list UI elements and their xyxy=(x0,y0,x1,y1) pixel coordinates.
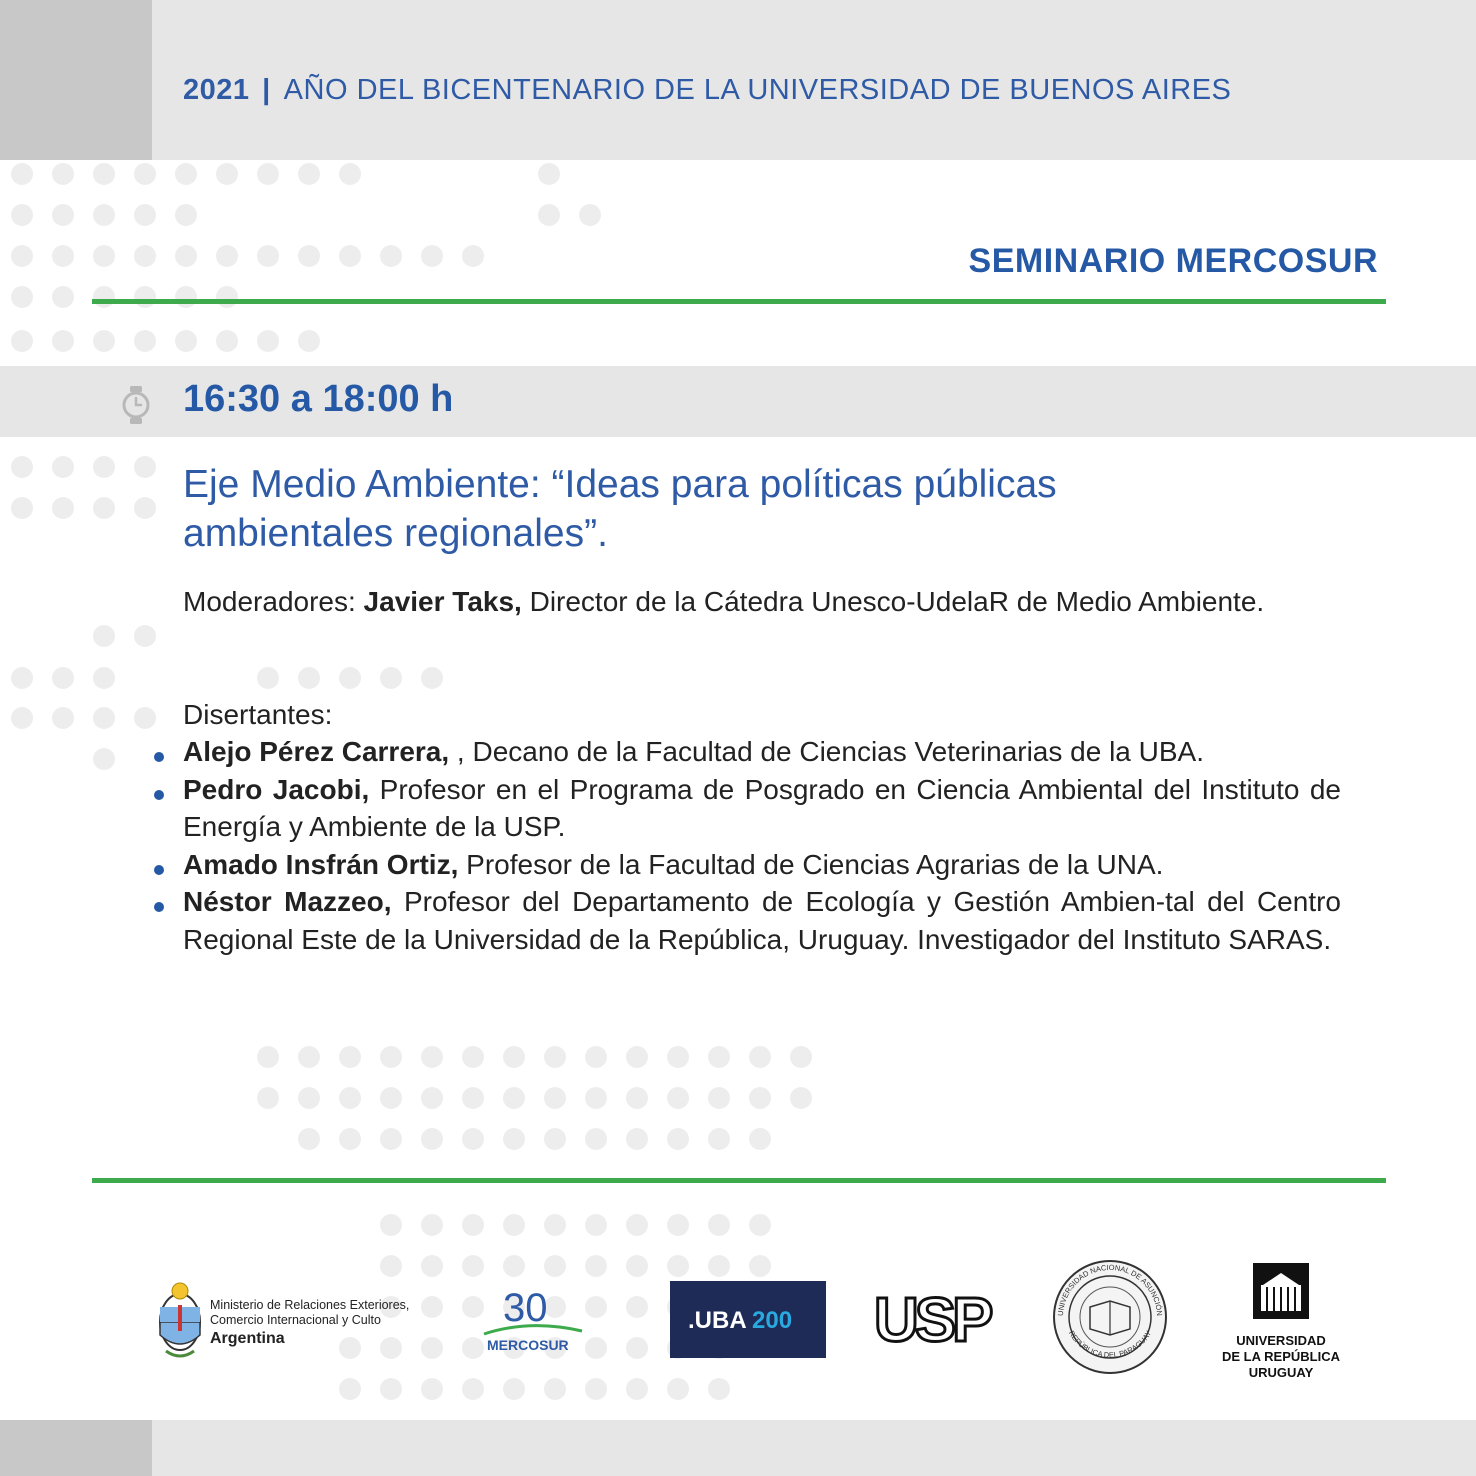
background-dot xyxy=(52,330,74,352)
background-dot xyxy=(93,707,115,729)
background-dot xyxy=(52,497,74,519)
background-dot xyxy=(339,245,361,267)
background-dot xyxy=(257,163,279,185)
background-dot xyxy=(175,330,197,352)
background-dot xyxy=(93,245,115,267)
moderator-name: Javier Taks, xyxy=(363,586,522,617)
background-dot xyxy=(93,163,115,185)
ministry-line2: Comercio Internacional y Culto xyxy=(210,1313,381,1327)
background-dot xyxy=(216,330,238,352)
background-dot xyxy=(11,245,33,267)
background-dot xyxy=(708,1087,730,1109)
background-dot xyxy=(708,1046,730,1068)
background-dot xyxy=(708,1214,730,1236)
background-dot xyxy=(421,1214,443,1236)
background-dot xyxy=(298,1128,320,1150)
mercosur-label: MERCOSUR xyxy=(487,1337,569,1353)
header-year: 2021 xyxy=(183,74,250,106)
sponsor-logos xyxy=(0,1255,1476,1385)
background-dot xyxy=(257,667,279,689)
udelar-logo xyxy=(1222,1263,1341,1380)
background-dot xyxy=(52,245,74,267)
usp-logo xyxy=(874,1286,992,1355)
background-dot xyxy=(339,1046,361,1068)
background-dot xyxy=(134,286,156,308)
background-dot xyxy=(667,1087,689,1109)
background-dot xyxy=(134,330,156,352)
background-dot xyxy=(175,286,197,308)
background-dot xyxy=(298,245,320,267)
background-dot xyxy=(134,707,156,729)
background-dot xyxy=(790,1046,812,1068)
background-dot xyxy=(339,667,361,689)
background-dot xyxy=(134,456,156,478)
background-dot xyxy=(462,245,484,267)
bottom-band xyxy=(0,1420,1476,1476)
speaker-role: Profesor en el Programa de Posgrado en Ciencia Ambiental del Instituto de Energía y Ambiente de la USP. xyxy=(183,773,1341,842)
speaker-name: Amado Insfrán Ortiz, xyxy=(183,848,459,880)
top-band-accent xyxy=(0,0,152,160)
background-dot xyxy=(93,456,115,478)
session-topic xyxy=(183,460,1343,558)
background-dot xyxy=(462,1087,484,1109)
list-item xyxy=(183,771,1341,846)
uba-number: 200 xyxy=(752,1307,793,1334)
background-dot xyxy=(257,245,279,267)
background-dot xyxy=(11,204,33,226)
background-dot xyxy=(544,1046,566,1068)
background-dot xyxy=(538,163,560,185)
background-dot xyxy=(52,667,74,689)
background-dot xyxy=(339,1087,361,1109)
background-dot xyxy=(134,497,156,519)
background-dot xyxy=(749,1128,771,1150)
background-dot xyxy=(790,1087,812,1109)
speaker-role: Profesor de la Facultad de Ciencias Agrarias de la UNA. xyxy=(466,848,1164,880)
background-dot xyxy=(298,163,320,185)
speaker-role: Profesor del Departamento de Ecología y Gestión Ambien-tal del Centro Regional Este de la Universidad de la República, Uruguay. Investigador del Instituto SARAS. xyxy=(183,886,1342,955)
list-item xyxy=(183,846,1341,884)
background-dot xyxy=(257,1046,279,1068)
background-dot xyxy=(93,330,115,352)
background-dot xyxy=(421,1046,443,1068)
background-dot xyxy=(544,1087,566,1109)
background-dot xyxy=(11,497,33,519)
background-dot xyxy=(298,330,320,352)
bullet-icon xyxy=(154,752,164,762)
moderators-paragraph xyxy=(183,583,1341,621)
background-dot xyxy=(257,1087,279,1109)
background-dot xyxy=(93,286,115,308)
background-dot xyxy=(298,1087,320,1109)
list-item xyxy=(183,733,1341,771)
background-dot xyxy=(298,1046,320,1068)
background-dot xyxy=(585,1046,607,1068)
speakers-label: Disertantes: xyxy=(183,699,333,730)
background-dot xyxy=(11,286,33,308)
background-dot xyxy=(462,1128,484,1150)
background-dot xyxy=(626,1046,648,1068)
background-dot xyxy=(257,330,279,352)
background-dot xyxy=(503,1214,525,1236)
background-dot xyxy=(93,204,115,226)
moderators-label: Moderadores: xyxy=(183,586,356,617)
background-dot xyxy=(503,1046,525,1068)
background-dot xyxy=(52,204,74,226)
seminar-title: SEMINARIO MERCOSUR xyxy=(968,242,1378,280)
background-dot xyxy=(503,1087,525,1109)
background-dot xyxy=(216,245,238,267)
background-dot xyxy=(11,707,33,729)
background-dot xyxy=(380,1214,402,1236)
background-dot xyxy=(134,245,156,267)
bullet-icon xyxy=(154,902,164,912)
bullet-icon xyxy=(154,790,164,800)
background-dot xyxy=(579,204,601,226)
speaker-name: Alejo Pérez Carrera, xyxy=(183,736,450,767)
background-dot xyxy=(93,667,115,689)
background-dot xyxy=(585,1087,607,1109)
background-dot xyxy=(52,286,74,308)
moderator-role: Director de la Cátedra Unesco-UdelaR de Medio Ambiente. xyxy=(529,586,1265,617)
mercosur-logo xyxy=(484,1286,582,1353)
background-dot xyxy=(421,1128,443,1150)
uba200-logo xyxy=(670,1281,826,1358)
background-dot xyxy=(749,1087,771,1109)
mercosur-number: 30 xyxy=(503,1286,548,1330)
background-dot xyxy=(134,204,156,226)
una-ring-bottom: REPÚBLICA DEL PARAGUAY xyxy=(1066,1329,1154,1360)
background-dot xyxy=(538,204,560,226)
ministry-line3: Argentina xyxy=(210,1330,285,1347)
una-ring-top: UNIVERSIDAD NACIONAL DE ASUNCIÓN xyxy=(1055,1262,1165,1317)
background-dot xyxy=(93,497,115,519)
background-dot xyxy=(134,625,156,647)
session-topic-line2: ambientales regionales”. xyxy=(183,512,608,555)
background-dot xyxy=(216,286,238,308)
background-dot xyxy=(585,1128,607,1150)
udelar-line1: UNIVERSIDAD xyxy=(1236,1333,1326,1348)
background-dot xyxy=(667,1214,689,1236)
session-topic-line1: Eje Medio Ambiente: “Ideas para políticas públicas xyxy=(183,463,1057,506)
header-separator: | xyxy=(262,74,271,106)
background-dot xyxy=(462,1046,484,1068)
background-dot xyxy=(626,1214,648,1236)
background-dot xyxy=(585,1214,607,1236)
background-dot xyxy=(380,1046,402,1068)
bottom-divider xyxy=(92,1178,1386,1183)
background-dot xyxy=(380,1128,402,1150)
speaker-name: Pedro Jacobi, xyxy=(183,773,370,805)
background-dot xyxy=(626,1128,648,1150)
background-dot xyxy=(749,1046,771,1068)
background-dot xyxy=(339,1128,361,1150)
list-item xyxy=(183,883,1341,958)
background-dot xyxy=(667,1128,689,1150)
background-dot xyxy=(175,204,197,226)
background-dot xyxy=(749,1214,771,1236)
background-dot xyxy=(421,1087,443,1109)
background-dot xyxy=(380,667,402,689)
background-dot xyxy=(339,163,361,185)
top-divider xyxy=(92,299,1386,304)
background-dot xyxy=(11,456,33,478)
background-dot xyxy=(462,1214,484,1236)
background-dot xyxy=(380,1087,402,1109)
session-time: 16:30 a 18:00 h xyxy=(183,378,454,420)
background-dot xyxy=(52,163,74,185)
background-dot xyxy=(11,163,33,185)
background-dot xyxy=(11,330,33,352)
background-dot xyxy=(93,748,115,770)
background-dot xyxy=(11,667,33,689)
speaker-name: Néstor Mazzeo, xyxy=(183,886,392,917)
clock-icon xyxy=(119,385,153,425)
background-dot xyxy=(175,163,197,185)
header-title xyxy=(183,74,1231,107)
background-dot xyxy=(544,1214,566,1236)
usp-text: USP xyxy=(874,1286,990,1355)
background-dot xyxy=(708,1128,730,1150)
bottom-band-accent xyxy=(0,1420,152,1476)
background-dot xyxy=(93,625,115,647)
background-dot xyxy=(421,245,443,267)
background-dot xyxy=(175,245,197,267)
background-dot xyxy=(298,667,320,689)
udelar-line2: DE LA REPÚBLICA xyxy=(1222,1349,1340,1364)
uba-prefix: .UBA xyxy=(688,1307,747,1334)
ministry-line1: Ministerio de Relaciones Exteriores, xyxy=(210,1298,410,1312)
speakers-list xyxy=(183,733,1341,958)
background-dot xyxy=(544,1128,566,1150)
background-dot xyxy=(134,163,156,185)
background-dot xyxy=(421,667,443,689)
udelar-line3: URUGUAY xyxy=(1248,1365,1314,1380)
bullet-icon xyxy=(154,865,164,875)
background-dot xyxy=(52,707,74,729)
argentina-coat-of-arms-icon xyxy=(160,1283,200,1356)
background-dot xyxy=(52,456,74,478)
background-dot xyxy=(216,163,238,185)
una-seal-icon xyxy=(1054,1261,1166,1373)
header-text: AÑO DEL BICENTENARIO DE LA UNIVERSIDAD DE BUENOS AIRES xyxy=(283,74,1232,106)
speaker-role: , Decano de la Facultad de Ciencias Veterinarias de la UBA. xyxy=(456,736,1205,767)
background-dot xyxy=(503,1128,525,1150)
background-dot xyxy=(626,1087,648,1109)
background-dot xyxy=(667,1046,689,1068)
background-dot xyxy=(380,245,402,267)
